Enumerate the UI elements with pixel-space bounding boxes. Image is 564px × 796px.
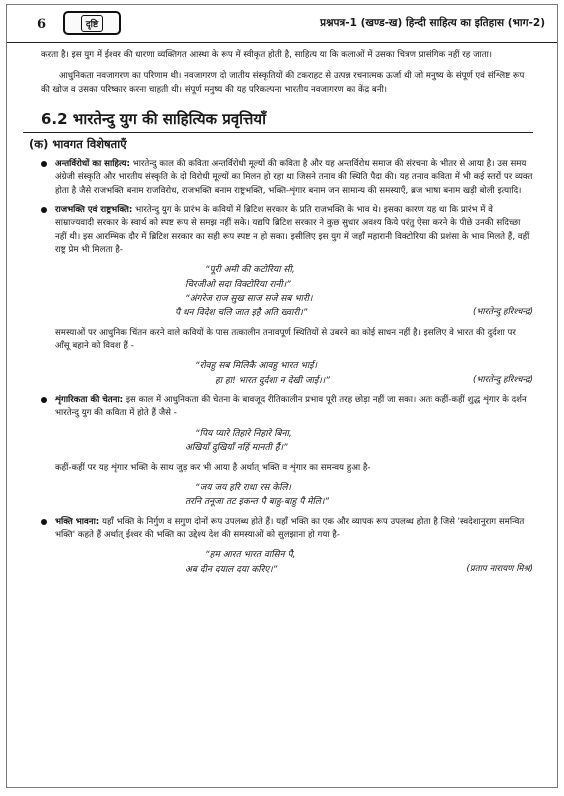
intro-paragraph-2: आधुनिकता नवजागरण का परिणाम थी। नवजागरण दो जातीय संस्कृतियों की टकराहट से उत्पन्न रचनात्मक ऊर्जा थी जो मनुष्य के संपूर्ण एवं संश्लिष्ट रूप की खोज व उसका परिष्कार करना चाहती थी। संपूर्ण मनुष्य की यह परिकल्पना भारतीय नवजागरण का केंद्र बनी।: [41, 71, 525, 95]
feature-list: [41, 158, 533, 577]
poem-line: अब दीन दयाल दया करिए।”: [185, 564, 278, 575]
item-term: शृंगारिकता की चेतना:: [55, 395, 124, 406]
list-item: [41, 204, 533, 388]
section-title: 6.2 भारतेन्दु युग की साहित्यिक प्रवृत्तियाँ: [23, 109, 533, 133]
poem-block: [55, 263, 533, 321]
drishti-logo: [63, 11, 121, 35]
logo-text: दृष्टि: [81, 15, 103, 32]
list-item: [41, 394, 533, 510]
poem-line: तरनि तनूजा तट इकन्त पै बाहु-बाहु पै मेलि।”: [185, 497, 330, 508]
subsection-title: (क) भावगत विशेषताएँ: [29, 136, 127, 151]
poem-line: अखियाँ दुखियाँ नहिं मानती हैं।”: [185, 443, 288, 454]
item-term: भक्ति भावना:: [55, 516, 100, 527]
poem-line: “रोवहु सब मिलिकै आवहु भारत भाई।: [195, 361, 317, 372]
bullet-icon: [41, 397, 47, 403]
poem-line: “जय जय हरि राधा रस केलि।: [195, 482, 291, 493]
page-content: [29, 49, 533, 583]
poem-block: [55, 427, 533, 456]
list-item: [41, 158, 533, 198]
item-text: यहाँ भक्ति के निर्गुण व सगुण दोनों रूप उपलब्ध होते हैं। यहाँ भक्ति का एक और व्यापक रूप उपलब्ध होता है जिसे 'स्वदेशानुराग समन्वित भक्ति' कहते हैं अर्थात् ईश्वर की भक्ति का उद्देश्य देश की समस्याओं को सुलझाना हो गया है-: [55, 516, 525, 540]
item-text: भारतेन्दु काल की कविता अन्तर्विरोधी मूल्यों की कविता है और यह अन्तर्विरोध समाज की संरचना के भीतर से आया है। उस समय अंग्रेजी संस्कृति और भारतीय संस्कृति के दो विरोधी मूल्यों का मिलन हो रहा था जिसने तनाव की स्थिति पैदा की। यह तनाव कविता में भी कई स्तरों पर व्यक्त होता है जैसे राजभक्ति बनाम राजविरोध, राजभक्ति बनाम राष्ट्रभक्ति, भक्ति-शृंगार बनाम जन सामान्य की समस्याएँ, ब्रज भाषा बनाम खड़ी बोली इत्यादि।: [55, 158, 533, 196]
item-term: अन्तर्विरोधों का साहित्य:: [55, 158, 130, 169]
poem-line: “पूरी अमी की कटोरिया सी,: [205, 265, 295, 276]
page-number: 6: [37, 17, 47, 32]
poem-line: “पिय प्यारे तिहारे निहारे बिना,: [195, 428, 292, 439]
document-page: [6, 4, 558, 788]
list-item: [41, 516, 533, 577]
item-text: इस काल में आधुनिकता की चेतना के बावजूद रीतिकालीन प्रभाव पूरी तरह छोड़ा नहीं जा सका। अतः कहीं-कहीं शुद्ध शृंगार के दर्शन भारतेन्दु युग की कविता में होते हैं जैसे -: [55, 395, 527, 419]
bullet-icon: [41, 207, 47, 213]
item-continuation: समस्याओं पर आधुनिक चिंतन करने वाले कवियों के पास तत्कालीन तनावपूर्ण स्थितियों से उबरने का कोई साधन नहीं है। इसलिए वे भारत की दुर्दशा पर आँसू बहाने को विवश हैं -: [55, 327, 516, 351]
bullet-icon: [41, 161, 47, 167]
page-header: [7, 5, 557, 43]
item-text: भारतेन्दु युग के प्रारंभ के कवियों में ब्रिटिश सरकार के प्रति राजभक्ति के भाव थे। इसका कारण यह था कि प्रारंभ में वे साम्राज्यवादी सरकार के स्वार्थ को स्पष्ट रूप से समझ नहीं सके। यद्यपि ब्रिटिश सरकार ने कुछ सुधार अवश्य किये परंतु ऐसा करने के पीछे उनकी सदिच्छा नहीं थी। इस आरम्भिक दौर में ब्रिटिश सरकार का सही रूप स्पष्ट न हो सका। इसीलिए इस युग में जहाँ महारानी विक्टोरिया की प्रशंसा के भाव मिलते हैं, वहीं राष्ट्र प्रेम भी मिलता है-: [55, 204, 530, 255]
poem-attribution: (भारतेन्दु हरिश्चन्द्र): [473, 374, 533, 385]
header-title: प्रश्नपत्र-1 (खण्ड-ख) हिन्दी साहित्य का इतिहास (भाग-2): [320, 17, 545, 29]
poem-line: “हम आरत भारत वासिन पै,: [205, 550, 296, 561]
poem-block: [55, 548, 533, 577]
poem-attribution: (भारतेन्दु हरिश्चन्द्र): [473, 307, 533, 318]
poem-block: [55, 481, 533, 510]
poem-line: “अंगरेज राज सुख साज सजे सब भारी।: [185, 293, 313, 304]
bullet-icon: [41, 519, 47, 525]
item-term: राजभक्ति एवं राष्ट्रभक्ति:: [55, 204, 133, 215]
poem-line: हा हा! भारत दुर्दशा न देखी जाई।।”: [215, 375, 330, 386]
poem-line: पै धन विदेश चलि जात इहै अति ख्वारी।”: [175, 308, 308, 319]
poem-block: [55, 359, 533, 388]
poem-attribution: (प्रताप नारायण मिश्र): [466, 563, 533, 574]
poem-line: चिरजीओ सदा विक्टोरिया रानी।”: [185, 279, 291, 290]
item-continuation: कहीं-कहीं पर यह शृंगार भक्ति के साथ जुड़ कर भी आया है अर्थात् भक्ति व शृंगार का समन्वय हुआ है-: [55, 462, 371, 473]
intro-paragraph-1: करता है। इस युग में ईश्वर की धारणा व्यक्तिगत आस्था के रूप में स्वीकृत होती है, साहित्य या कि कलाओं में उसका चित्रण प्रासंगिक नहीं रह जाता।: [41, 50, 493, 60]
